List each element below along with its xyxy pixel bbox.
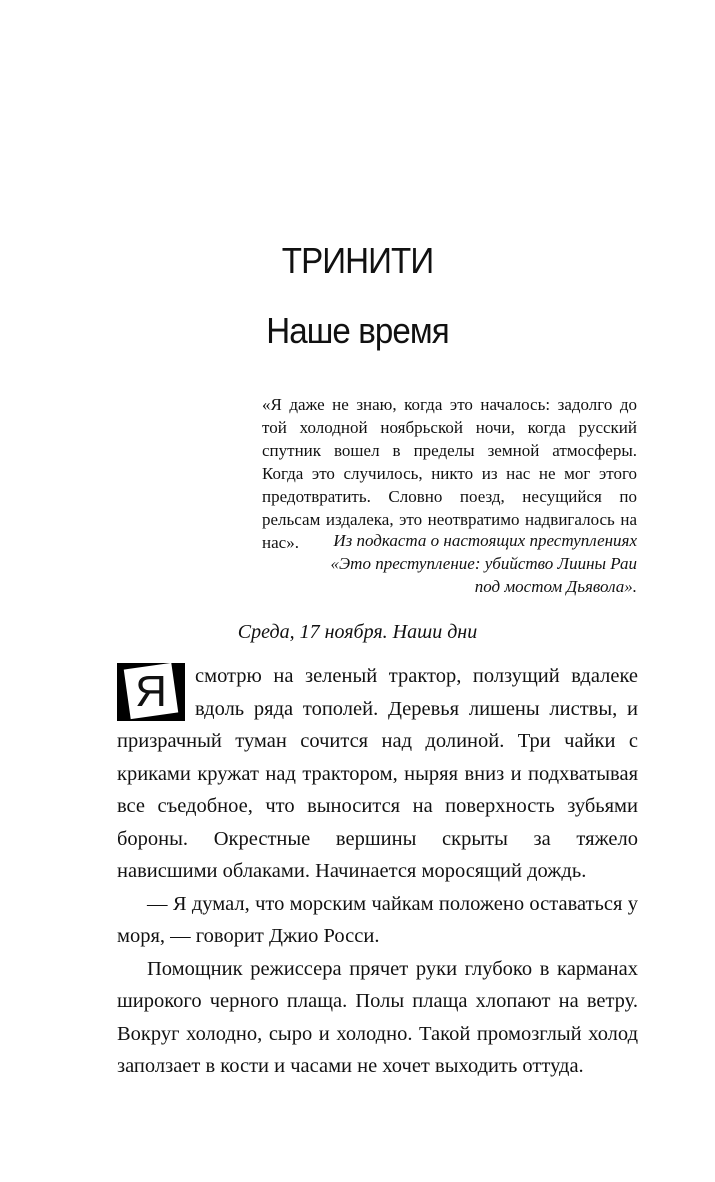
drop-cap-letter: Я (135, 667, 167, 716)
epigraph-text: «Я даже не знаю, когда это началось: задолго до той холодной ноябрьской ночи, когда русский спутник вошел в пределы земной атмосферы. Когда это случилось, никто из нас не мог этого предотвратить. Словно поезд, несущийся по рельсам издалека, это неотвратимо надвигалось на нас». (262, 395, 637, 552)
dateline: Среда, 17 ноября. Наши дни (237, 621, 478, 643)
drop-cap (117, 663, 185, 721)
epigraph-source-line: «Это преступление: убийство Лиины Раи (330, 554, 637, 573)
chapter-subtitle: Наше время (266, 310, 449, 351)
body-text (117, 660, 638, 1083)
epigraph-source-line: под мостом Дьявола». (474, 577, 637, 596)
chapter-title: ТРИНИТИ (281, 240, 434, 281)
paragraph (117, 660, 638, 888)
epigraph-source (262, 529, 637, 598)
paragraph: — Я думал, что морским чайкам положено оставаться у моря, — говорит Джио Росси. (117, 892, 638, 947)
epigraph-source-line: Из подкаста о настоящих преступлениях (333, 531, 637, 550)
paragraph: Помощник режиссера прячет руки глубоко в карманах широкого черного плаща. Полы плаща хлопают на ветру. Вокруг холодно, сыро и холодно. Такой промозглый холод заползает в кости и часами не хочет выходить оттуда. (117, 957, 638, 1077)
paragraph-text: смотрю на зеленый трактор, ползущий вдалеке вдоль ряда тополей. Деревья лишены листвы, и призрачный туман сочится над долиной. Три чайки с криками кружат над трактором, ныряя вниз и подхватывая все съедобное, что выносится на поверхность зубьями бороны. Окрестные вершины скрыты за тяжело нависшими облаками. Начинается моросящий дождь. (117, 665, 638, 882)
